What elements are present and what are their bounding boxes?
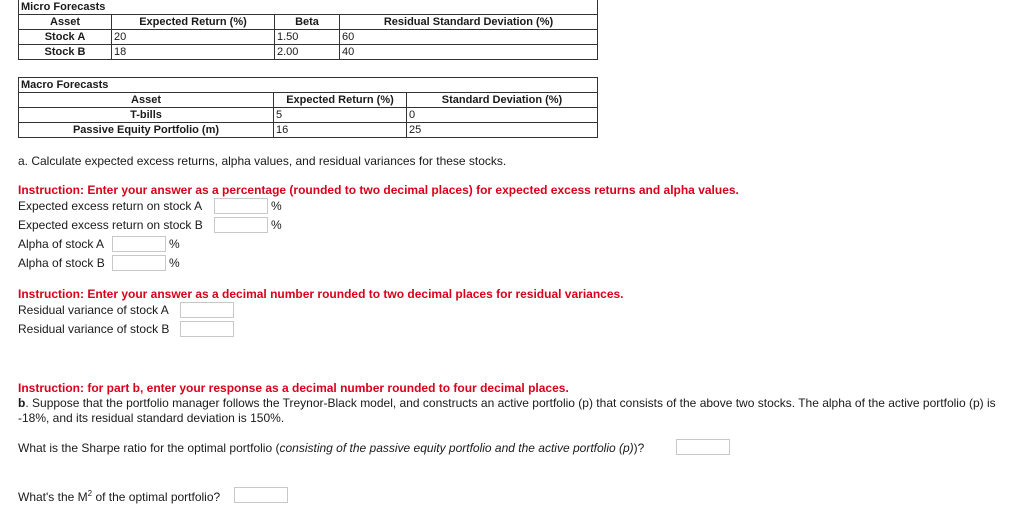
sharpe-prefix: What is the Sharpe ratio for the optimal portfolio ( xyxy=(18,441,280,455)
micro-row-asset: Stock A xyxy=(19,30,112,45)
macro-forecasts-table xyxy=(18,77,598,138)
residual-variance-b-input[interactable] xyxy=(180,321,234,337)
residual-variance-a-label: Residual variance of stock A xyxy=(18,303,169,317)
alpha-b-label: Alpha of stock B xyxy=(18,256,105,270)
excess-return-a-label: Expected excess return on stock A xyxy=(18,199,203,213)
alpha-a-label: Alpha of stock A xyxy=(18,237,105,251)
micro-header-resid-sd: Residual Standard Deviation (%) xyxy=(340,15,598,30)
table-row xyxy=(19,123,598,138)
m2-suffix: of the optimal portfolio? xyxy=(92,490,221,504)
micro-header-asset: Asset xyxy=(19,15,112,30)
excess-return-b-input[interactable] xyxy=(214,217,268,233)
micro-row-asset: Stock B xyxy=(19,45,112,60)
macro-row-asset: Passive Equity Portfolio (m) xyxy=(19,123,274,138)
percent-unit: % xyxy=(169,256,180,270)
instruction-part-b: Instruction: for part b, enter your response as a decimal number rounded to four decimal places. xyxy=(18,381,569,395)
m2-input[interactable] xyxy=(234,487,288,503)
table-row xyxy=(19,30,598,45)
macro-header-expected-return: Expected Return (%) xyxy=(274,93,407,108)
part-a-question: a. Calculate expected excess returns, alpha values, and residual variances for these stocks. xyxy=(18,154,507,168)
micro-row-expected-return: 20 xyxy=(112,30,275,45)
instruction-decimal: Instruction: Enter your answer as a decimal number rounded to two decimal places for residual variances. xyxy=(18,287,624,301)
percent-unit: % xyxy=(169,237,180,251)
percent-unit: % xyxy=(271,199,282,213)
alpha-a-input[interactable] xyxy=(112,236,166,252)
micro-row-resid-sd: 40 xyxy=(340,45,598,60)
micro-row-beta: 2.00 xyxy=(275,45,340,60)
micro-header-beta: Beta xyxy=(275,15,340,30)
sharpe-ratio-input[interactable] xyxy=(676,439,730,455)
sharpe-suffix: )? xyxy=(633,441,645,455)
micro-header-expected-return: Expected Return (%) xyxy=(112,15,275,30)
macro-header-sd: Standard Deviation (%) xyxy=(407,93,598,108)
m2-superscript: 2 xyxy=(87,489,93,498)
table-row xyxy=(19,108,598,123)
macro-row-expected-return: 16 xyxy=(274,123,407,138)
macro-header-asset: Asset xyxy=(19,93,274,108)
instruction-percentage: Instruction: Enter your answer as a percentage (rounded to two decimal places) for expected excess returns and alpha values. xyxy=(18,183,739,197)
excess-return-a-input[interactable] xyxy=(214,198,268,214)
part-b-text: . Suppose that the portfolio manager follows the Treynor-Black model, and constructs an active portfolio (p) that consists of the above two stocks. The alpha of the active portfolio (p) is -18%, and its residual standard deviation is 150%. xyxy=(18,396,996,425)
sharpe-italic: consisting of the passive equity portfolio and the active portfolio (p) xyxy=(279,441,634,455)
micro-row-beta: 1.50 xyxy=(275,30,340,45)
residual-variance-b-label: Residual variance of stock B xyxy=(18,322,170,336)
macro-forecasts-caption: Macro Forecasts xyxy=(19,78,598,93)
macro-row-expected-return: 5 xyxy=(274,108,407,123)
macro-row-sd: 0 xyxy=(407,108,598,123)
excess-return-b-label: Expected excess return on stock B xyxy=(18,218,203,232)
micro-forecasts-caption: Micro Forecasts xyxy=(19,0,598,15)
macro-row-asset: T-bills xyxy=(19,108,274,123)
sharpe-question xyxy=(18,441,644,455)
micro-row-expected-return: 18 xyxy=(112,45,275,60)
macro-row-sd: 25 xyxy=(407,123,598,138)
alpha-b-input[interactable] xyxy=(112,255,166,271)
percent-unit: % xyxy=(271,218,282,232)
table-row xyxy=(19,45,598,60)
m2-prefix: What's the M xyxy=(18,490,88,504)
micro-forecasts-table xyxy=(18,0,598,60)
part-b-question xyxy=(18,396,1013,426)
m2-question xyxy=(18,489,220,504)
residual-variance-a-input[interactable] xyxy=(180,302,234,318)
micro-row-resid-sd: 60 xyxy=(340,30,598,45)
part-b-marker: b xyxy=(18,396,26,410)
